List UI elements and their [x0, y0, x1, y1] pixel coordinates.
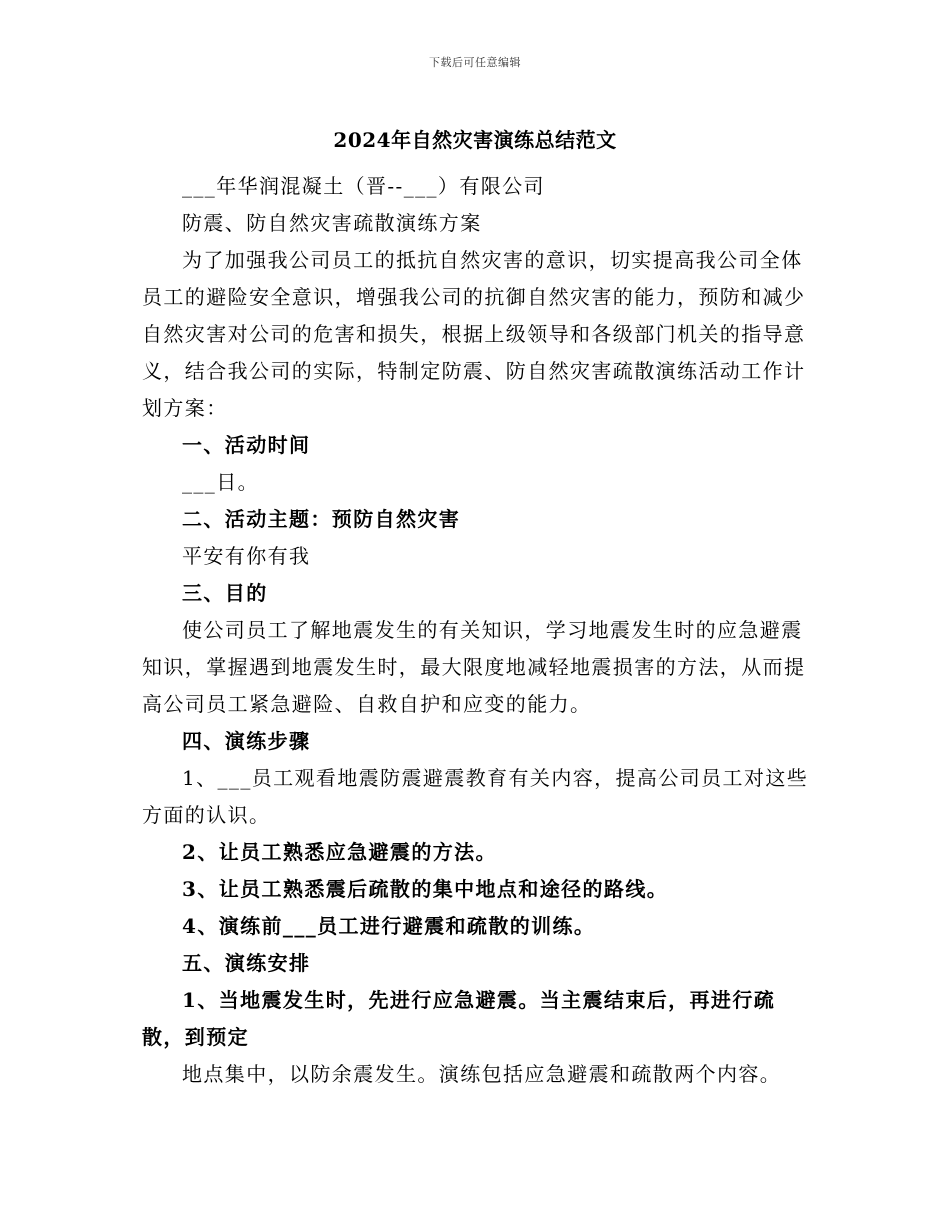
- paragraph-step-3: 3、让员工熟悉震后疏散的集中地点和途径的路线。: [182, 877, 669, 901]
- document-body: [142, 168, 812, 1093]
- paragraph-step-2: 2、让员工熟悉应急避震的方法。: [182, 840, 497, 864]
- paragraph-time: ___日。: [182, 470, 259, 494]
- header-note: 下载后可任意编辑: [429, 56, 521, 69]
- paragraph-theme: 平安有你有我: [182, 544, 311, 568]
- document-title: 2024年自然灾害演练总结范文: [333, 128, 617, 152]
- paragraph-purpose: 使公司员工了解地震发生的有关知识，学习地震发生时的应急避震知识，掌握遇到地震发生时，最大限度地减轻地震损害的方法，从而提高公司员工紧急避险、自救自护和应变的能力。: [142, 618, 806, 716]
- paragraph-step-1: 1、___员工观看地震防震避震教育有关内容，提高公司员工对这些方面的认识。: [142, 766, 809, 827]
- paragraph-arrangement-1: 1、当地震发生时，先进行应急避震。当主震结束后，再进行疏散，到预定: [142, 988, 776, 1049]
- section-heading-purpose: 三、目的: [182, 581, 268, 605]
- paragraph-company-name: ___年华润混凝土（晋--___）有限公司: [182, 174, 545, 198]
- paragraph-plan-name: 防震、防自然灾害疏散演练方案: [182, 211, 482, 235]
- section-heading-arrangement: 五、演练安排: [182, 951, 311, 975]
- section-heading-steps: 四、演练步骤: [182, 729, 311, 753]
- section-heading-time: 一、活动时间: [182, 433, 311, 457]
- section-heading-theme: 二、活动主题：预防自然灾害: [182, 507, 461, 531]
- paragraph-step-4: 4、演练前___员工进行避震和疏散的训练。: [182, 914, 596, 938]
- paragraph-intro: 为了加强我公司员工的抵抗自然灾害的意识，切实提高我公司全体员工的避险安全意识，增强我公司的抗御自然灾害的能力，预防和减少自然灾害对公司的危害和损失，根据上级领导和各级部门机关的指导意义，结合我公司的实际，特制定防震、防自然灾害疏散演练活动工作计划方案：: [142, 248, 806, 420]
- paragraph-arrangement-1-cont: 地点集中，以防余震发生。演练包括应急避震和疏散两个内容。: [182, 1062, 782, 1086]
